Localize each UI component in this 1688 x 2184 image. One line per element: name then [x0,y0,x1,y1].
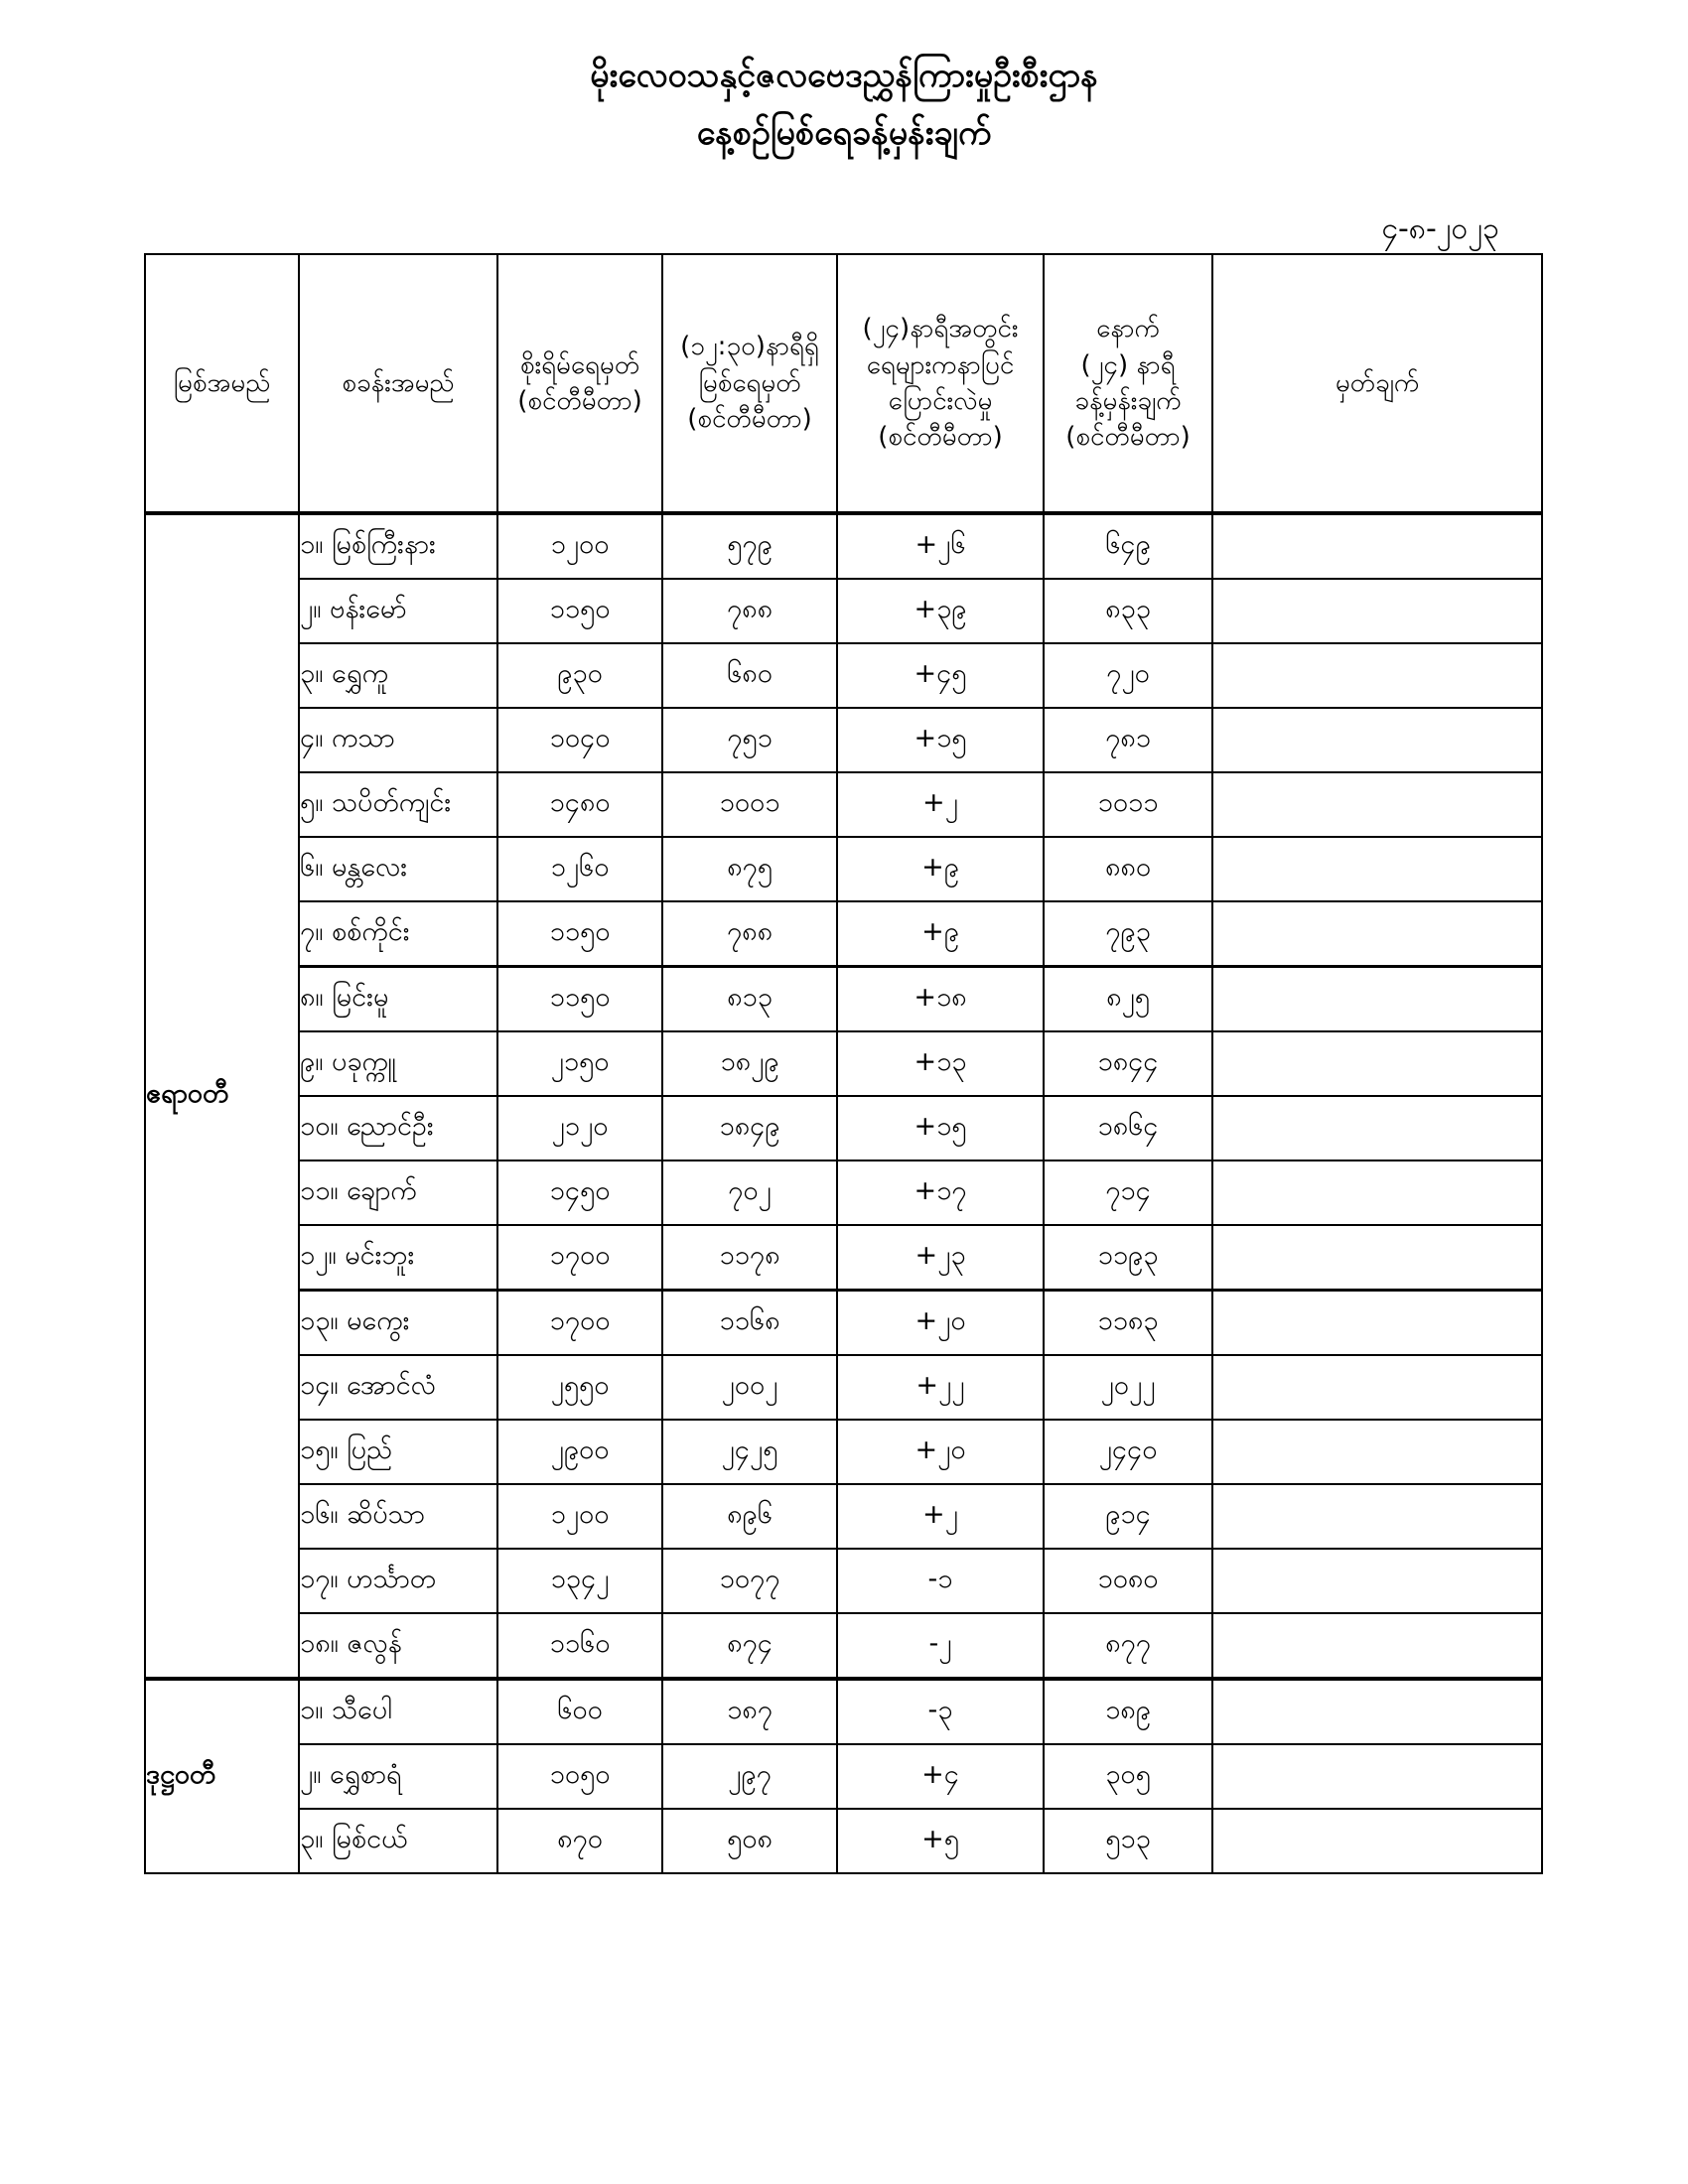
table-row [145,837,1542,901]
station-cell: ၄။ ကသာ [299,708,497,772]
col-24h-change-line2: ရေများကနာပြင် [866,349,1015,380]
current-level-cell: ၈၁၃ [662,967,837,1032]
col-current-level-line1: (၁၂:၃၀)နာရီရှိ [680,332,819,362]
remarks-cell [1212,513,1542,579]
current-level-cell: ၈၇၅ [662,837,837,901]
remarks-cell [1212,1484,1542,1549]
remarks-cell [1212,1613,1542,1679]
station-cell: ၁၀။ ညောင်ဦး [299,1096,497,1160]
col-24h-change-line3: ပြောင်းလဲမှု [888,386,993,416]
danger-level-cell: ၈၇၀ [497,1809,662,1873]
danger-level-cell: ၁၄၈၀ [497,772,662,837]
station-cell: ၁။ သီပေါ [299,1679,497,1744]
table-row [145,1484,1542,1549]
change-cell: +၁၃ [837,1031,1044,1096]
remarks-cell [1212,1031,1542,1096]
col-danger-level [497,254,662,513]
table-row [145,1420,1542,1484]
danger-level-cell: ၁၁၅၀ [497,901,662,967]
forecast-cell: ၂၄၄၀ [1044,1420,1212,1484]
forecast-cell: ၃၀၅ [1044,1744,1212,1809]
station-cell: ၂။ ရွှေစာရံ [299,1744,497,1809]
remarks-cell [1212,1744,1542,1809]
danger-level-cell: ၁၀၅၀ [497,1744,662,1809]
col-remarks-label: မှတ်ချက် [1335,367,1420,398]
change-cell: -၃ [837,1679,1044,1744]
danger-level-cell: ၆၀၀ [497,1679,662,1744]
station-cell: ၃။ ရွှေကူ [299,643,497,708]
change-cell: +၉ [837,837,1044,901]
remarks-cell [1212,708,1542,772]
change-cell: +၂ [837,1484,1044,1549]
forecast-cell: ၆၄၉ [1044,513,1212,579]
current-level-cell: ၇၀၂ [662,1160,837,1225]
col-current-level-line2: မြစ်ရေမှတ် [698,367,801,398]
agency-title: မိုးလေဝသနှင့်ဇလဗေဒညွှန်ကြားမှုဦးစီးဌာန [590,56,1098,95]
table-row [145,1031,1542,1096]
change-cell: +၄၅ [837,643,1044,708]
table-row [145,772,1542,837]
col-next-24h-forecast [1044,254,1212,513]
danger-level-cell: ၁၇၀၀ [497,1225,662,1291]
current-level-cell: ၂၉၇ [662,1744,837,1809]
change-cell: +၂၆ [837,513,1044,579]
remarks-cell [1212,1096,1542,1160]
change-cell: +၂၂ [837,1355,1044,1420]
station-cell: ၈။ မြင်းမူ [299,967,497,1032]
danger-level-cell: ၉၃၀ [497,643,662,708]
table-row [145,513,1542,579]
table-row [145,967,1542,1032]
forecast-cell: ၇၉၃ [1044,901,1212,967]
danger-level-cell: ၁၇၀၀ [497,1291,662,1356]
table-body [145,513,1542,1873]
station-cell: ၁၃။ မကွေး [299,1291,497,1356]
forecast-cell: ၈၃၃ [1044,579,1212,643]
forecast-cell: ၅၁၃ [1044,1809,1212,1873]
danger-level-cell: ၁၀၄၀ [497,708,662,772]
station-cell: ၅။ သပိတ်ကျင်း [299,772,497,837]
col-remarks [1212,254,1542,513]
col-river-name [145,254,299,513]
station-cell: ၁၁။ ချောက် [299,1160,497,1225]
forecast-cell: ၈၈၀ [1044,837,1212,901]
remarks-cell [1212,1809,1542,1873]
change-cell: -၁ [837,1549,1044,1613]
station-cell: ၂။ ဗန်းမော် [299,579,497,643]
remarks-cell [1212,901,1542,967]
change-cell: +၁၅ [837,1096,1044,1160]
station-cell: ၁၂။ မင်းဘူး [299,1225,497,1291]
forecast-cell: ၇၁၄ [1044,1160,1212,1225]
danger-level-cell: ၁၂၀၀ [497,513,662,579]
report-date: ၄-၈-၂၀၂၃ [1381,211,1499,246]
remarks-cell [1212,1355,1542,1420]
table-row [145,1096,1542,1160]
current-level-cell: ၇၈၈ [662,579,837,643]
danger-level-cell: ၁၁၅၀ [497,967,662,1032]
change-cell: +၂၃ [837,1225,1044,1291]
current-level-cell: ၈၉၆ [662,1484,837,1549]
change-cell: +၁၅ [837,708,1044,772]
danger-level-cell: ၂၅၅၀ [497,1355,662,1420]
forecast-cell: ၁၈၆၄ [1044,1096,1212,1160]
station-cell: ၁၇။ ဟင်္သာတ [299,1549,497,1613]
current-level-cell: ၁၁၆၈ [662,1291,837,1356]
remarks-cell [1212,1225,1542,1291]
current-level-cell: ၆၈၀ [662,643,837,708]
station-cell: ၁။ မြစ်ကြီးနား [299,513,497,579]
table-row [145,1679,1542,1744]
change-cell: +၂၀ [837,1291,1044,1356]
remarks-cell [1212,1679,1542,1744]
danger-level-cell: ၂၁၅၀ [497,1031,662,1096]
forecast-cell: ၈၂၅ [1044,967,1212,1032]
river-name-cell: ဒုဋ္ဌဝတီ [145,1679,299,1873]
current-level-cell: ၁၁၇၈ [662,1225,837,1291]
danger-level-cell: ၂၉၀၀ [497,1420,662,1484]
change-cell: +၁၇ [837,1160,1044,1225]
change-cell: +၂၀ [837,1420,1044,1484]
current-level-cell: ၅၀၈ [662,1809,837,1873]
col-forecast-line3: ခန့်မှန်းချက် [1074,386,1182,416]
table-row [145,1355,1542,1420]
table-row [145,1160,1542,1225]
col-danger-level-unit: (စင်တီမီတာ) [517,386,642,416]
current-level-cell: ၂၄၂၅ [662,1420,837,1484]
current-level-cell: ၈၇၄ [662,1613,837,1679]
table-row [145,1549,1542,1613]
change-cell: +၄ [837,1744,1044,1809]
forecast-cell: ၁၈၉ [1044,1679,1212,1744]
remarks-cell [1212,1549,1542,1613]
remarks-cell [1212,1160,1542,1225]
col-station-name-label: စခန်းအမည် [342,367,455,398]
col-24h-change-line1: (၂၄)နာရီအတွင်း [862,314,1019,344]
danger-level-cell: ၁၄၅၀ [497,1160,662,1225]
station-cell: ၆။ မန္တလေး [299,837,497,901]
remarks-cell [1212,643,1542,708]
table-row [145,708,1542,772]
change-cell: +၂ [837,772,1044,837]
current-level-cell: ၁၈၂၉ [662,1031,837,1096]
river-name-cell: ဧရာဝတီ [145,513,299,1679]
current-level-cell: ၁၀၇၇ [662,1549,837,1613]
remarks-cell [1212,967,1542,1032]
table-row [145,1613,1542,1679]
remarks-cell [1212,1291,1542,1356]
danger-level-cell: ၁၁၆၀ [497,1613,662,1679]
change-cell: +၃၉ [837,579,1044,643]
table-row [145,643,1542,708]
remarks-cell [1212,579,1542,643]
remarks-cell [1212,1420,1542,1484]
remarks-cell [1212,772,1542,837]
table-row [145,1291,1542,1356]
forecast-cell: ၈၇၇ [1044,1613,1212,1679]
table-row [145,579,1542,643]
change-cell: -၂ [837,1613,1044,1679]
col-current-level [662,254,837,513]
forecast-cell: ၇၂၀ [1044,643,1212,708]
page-title: နေ့စဉ်မြစ်ရေခန့်မှန်းချက် [696,113,992,153]
station-cell: ၁၆။ ဆိပ်သာ [299,1484,497,1549]
col-forecast-line1: နောက် [1096,314,1160,344]
col-current-level-unit: (စင်တီမီတာ) [687,404,812,435]
change-cell: +၁၈ [837,967,1044,1032]
col-24h-change [837,254,1044,513]
forecast-cell: ၇၈၁ [1044,708,1212,772]
station-cell: ၉။ ပခုက္ကူ [299,1031,497,1096]
table-row [145,1744,1542,1809]
forecast-cell: ၁၀၈၀ [1044,1549,1212,1613]
col-24h-change-unit: (စင်တီမီတာ) [878,422,1003,453]
forecast-cell: ၁၁၈၃ [1044,1291,1212,1356]
station-cell: ၁၅။ ပြည် [299,1420,497,1484]
col-danger-level-line1: စိုးရိမ်ရေမှတ် [519,349,640,380]
current-level-cell: ၂၀၀၂ [662,1355,837,1420]
current-level-cell: ၇၈၈ [662,901,837,967]
forecast-cell: ၉၁၄ [1044,1484,1212,1549]
danger-level-cell: ၁၂၀၀ [497,1484,662,1549]
danger-level-cell: ၁၃၄၂ [497,1549,662,1613]
danger-level-cell: ၂၁၂၀ [497,1096,662,1160]
table-header-row [145,254,1542,513]
station-cell: ၁၈။ ဇလွန် [299,1613,497,1679]
table-row [145,901,1542,967]
change-cell: +၉ [837,901,1044,967]
col-forecast-line2: (၂၄) နာရီ [1080,349,1176,380]
river-forecast-table [144,253,1543,1874]
remarks-cell [1212,837,1542,901]
station-cell: ၇။ စစ်ကိုင်း [299,901,497,967]
change-cell: +၅ [837,1809,1044,1873]
col-station-name [299,254,497,513]
station-cell: ၁၄။ အောင်လံ [299,1355,497,1420]
col-river-name-label: မြစ်အမည် [173,367,271,398]
table-row [145,1225,1542,1291]
current-level-cell: ၁၈၄၉ [662,1096,837,1160]
current-level-cell: ၁၀၀၁ [662,772,837,837]
forecast-cell: ၁၁၉၃ [1044,1225,1212,1291]
danger-level-cell: ၁၂၆၀ [497,837,662,901]
danger-level-cell: ၁၁၅၀ [497,579,662,643]
current-level-cell: ၅၇၉ [662,513,837,579]
current-level-cell: ၁၈၇ [662,1679,837,1744]
current-level-cell: ၇၅၁ [662,708,837,772]
col-forecast-unit: (စင်တီမီတာ) [1065,422,1191,453]
forecast-cell: ၁၈၄၄ [1044,1031,1212,1096]
station-cell: ၃။ မြစ်ငယ် [299,1809,497,1873]
table-row [145,1809,1542,1873]
forecast-cell: ၁၀၁၁ [1044,772,1212,837]
forecast-cell: ၂၀၂၂ [1044,1355,1212,1420]
